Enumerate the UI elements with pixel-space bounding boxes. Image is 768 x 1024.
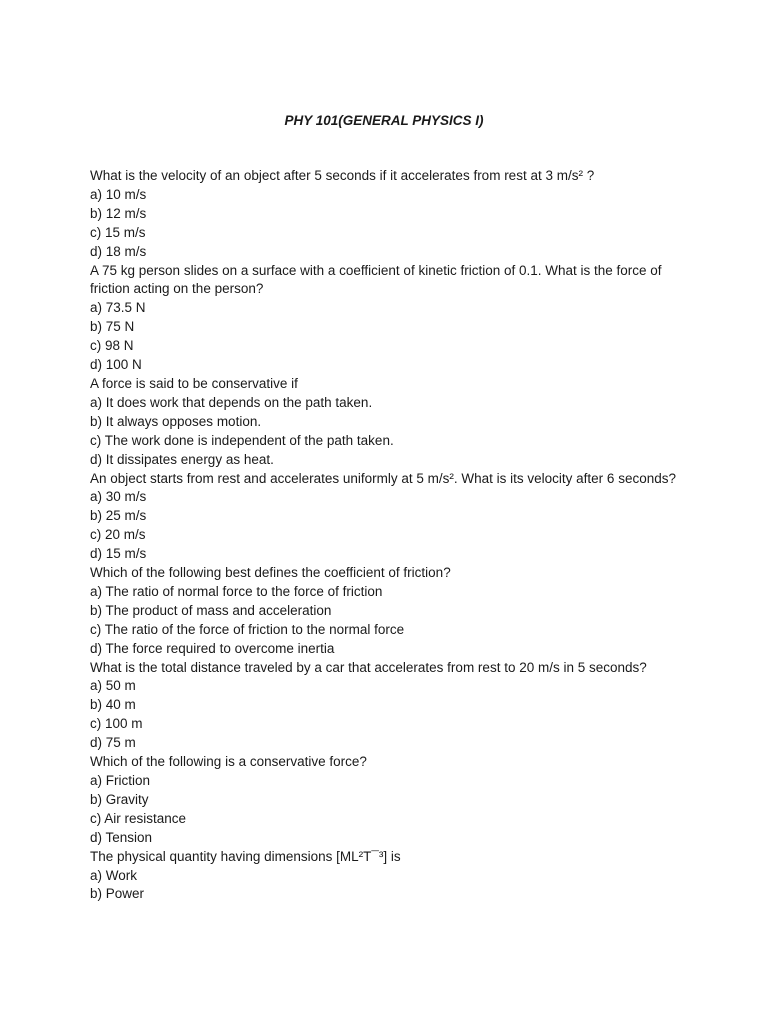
answer-option: a) It does work that depends on the path taken. [90, 394, 373, 410]
answer-option: b) 75 N [90, 319, 135, 335]
answer-option: b) Gravity [90, 791, 149, 807]
question-text: What is the total distance traveled by a car that accelerates from rest to 20 m/s in 5 seconds? [90, 659, 647, 675]
answer-option: c) 20 m/s [90, 527, 146, 543]
question-text: A force is said to be conservative if [90, 375, 298, 391]
question-text: An object starts from rest and accelerates uniformly at 5 m/s². What is its velocity after 6 seconds? [90, 470, 676, 486]
question-block [90, 262, 690, 375]
answer-option: b) The product of mass and acceleration [90, 602, 332, 618]
question-block [90, 848, 690, 905]
question-block [90, 753, 690, 848]
answer-option: c) The work done is independent of the path taken. [90, 432, 394, 448]
question-text: Which of the following is a conservative force? [90, 754, 367, 770]
question-text: What is the velocity of an object after 5 seconds if it accelerates from rest at 3 m/s² ? [90, 168, 595, 183]
answer-option: d) 100 N [90, 357, 142, 373]
answer-option: d) 18 m/s [90, 243, 147, 259]
question-list [90, 167, 690, 904]
answer-option: a) 50 m [90, 678, 136, 694]
answer-option: b) 12 m/s [90, 205, 147, 221]
question-block [90, 167, 690, 262]
answer-option: d) 15 m/s [90, 546, 147, 562]
answer-option: a) Work [90, 867, 138, 883]
answer-option: c) Air resistance [90, 810, 187, 826]
question-text: A 75 kg person slides on a surface with a coefficient of kinetic friction of 0.1. What is the force of friction acting on the person? [90, 262, 662, 297]
answer-option: c) The ratio of the force of friction to the normal force [90, 621, 405, 637]
answer-option: a) 73.5 N [90, 300, 146, 316]
page-title: PHY 101(GENERAL PHYSICS I) [284, 113, 484, 128]
answer-option: c) 100 m [90, 716, 143, 732]
question-text: The physical quantity having dimensions [ML²T¯³] is [90, 848, 401, 864]
answer-option: c) 15 m/s [90, 224, 146, 240]
answer-option: c) 98 N [90, 338, 134, 354]
answer-option: a) The ratio of normal force to the force of friction [90, 583, 383, 599]
answer-option: b) Power [90, 886, 145, 902]
answer-option: b) 40 m [90, 697, 136, 713]
question-block [90, 375, 690, 470]
answer-option: d) The force required to overcome inertia [90, 640, 335, 656]
answer-option: d) Tension [90, 829, 153, 845]
question-block [90, 659, 690, 754]
answer-option: b) 25 m/s [90, 508, 147, 524]
answer-option: b) It always opposes motion. [90, 413, 262, 429]
answer-option: a) 10 m/s [90, 186, 147, 202]
answer-option: a) 30 m/s [90, 489, 147, 505]
question-block [90, 564, 690, 659]
question-text: Which of the following best defines the coefficient of friction? [90, 565, 451, 581]
answer-option: d) It dissipates energy as heat. [90, 451, 274, 467]
answer-option: d) 75 m [90, 735, 136, 751]
answer-option: a) Friction [90, 773, 151, 788]
question-block [90, 470, 690, 565]
